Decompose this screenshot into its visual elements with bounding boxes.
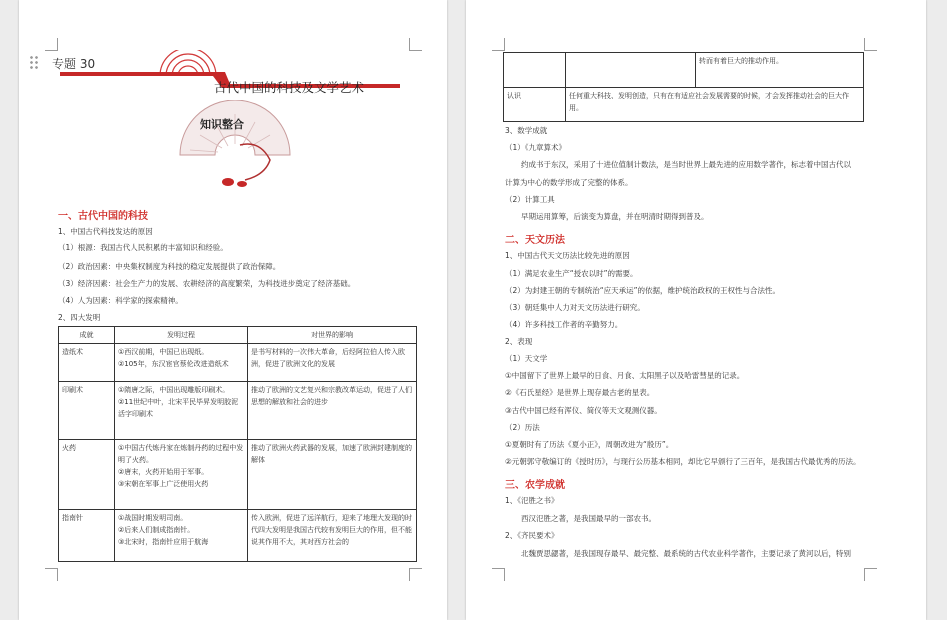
table-row [504, 53, 864, 88]
list-item: 早期运用算筹，后演变为算盘，并在明清时期得到普及。 [521, 212, 709, 221]
topic-label: 专题 30 [52, 57, 96, 71]
cell-line: ①隋唐之际，中国出现雕版印刷术。 [118, 386, 230, 394]
drag-handle-icon[interactable] [29, 55, 39, 69]
cell-line: ①中国古代炼丹家在炼制丹药的过程中发明了火药。 [118, 444, 244, 464]
crop-mark [409, 568, 422, 581]
table-header-cell: 发明过程 [115, 327, 248, 344]
cell-line: ②11世纪中叶，北宋平民毕昇发明胶泥活字印刷术 [118, 398, 239, 418]
list-item: （4）许多科技工作者的辛勤努力。 [505, 320, 623, 329]
crop-mark [45, 38, 58, 51]
table-cell: 任何重大科技、发明创造，只有在有适应社会发展需要的时候，才会发挥推动社会的巨大作用。 [566, 88, 864, 122]
table-cell [504, 53, 566, 88]
table-cell [115, 440, 248, 510]
table-cell: 推动了欧洲火药武器的发展，加速了欧洲封建制度的解体 [248, 440, 417, 510]
table-header-cell: 成就 [59, 327, 115, 344]
list-item: （1）根源：我国古代人民积累的丰富知识和经验。 [58, 243, 228, 252]
list-item: 约成书于东汉，采用了十进位值制计数法，是当时世界上最先进的应用数学著作，标志着中国古代以 [521, 160, 851, 169]
cell-line: ②105年，东汉宦官蔡伦改进造纸术 [118, 360, 229, 368]
cell-line: ③北宋时，指南针应用于航海 [118, 538, 209, 546]
list-item: ①夏朝时有了历法《夏小正》，周朝改进为“殷历”。 [505, 440, 674, 449]
list-item: ②元朝郭守敬编订的《授时历》，与现行公历基本相同，却比它早颁行了三百年，是我国古代最优秀的历法。 [505, 457, 861, 466]
list-item: 1、《氾胜之书》 [505, 496, 559, 505]
table-row [59, 344, 417, 382]
list-item: 西汉氾胜之著，是我国最早的一部农书。 [521, 514, 656, 523]
table-cell: 推动了欧洲的文艺复兴和宗教改革运动，促进了人们思想的解放和社会的进步 [248, 382, 417, 440]
list-item: （3）朝廷集中人力对天文历法进行研究。 [505, 303, 645, 312]
fan-illustration [170, 100, 300, 195]
table-cell: 转而有着巨大的推动作用。 [696, 53, 864, 88]
table-cell: 造纸术 [59, 344, 115, 382]
section-heading-astronomy: 二、天文历法 [505, 235, 565, 246]
table-cell [115, 344, 248, 382]
table-cell: 指南针 [59, 510, 115, 562]
list-item: ③古代中国已经有浑仪、简仪等天文观测仪器。 [505, 406, 662, 415]
table-cell [115, 382, 248, 440]
cell-line: ①西汉前期，中国已出现纸。 [118, 348, 209, 356]
cell-line: ①战国时期发明司南。 [118, 514, 188, 522]
table-header-cell: 对世界的影响 [248, 327, 417, 344]
section-heading-agriculture: 三、农学成就 [505, 480, 565, 491]
crop-mark [864, 568, 877, 581]
list-item: （2）历法 [505, 423, 540, 432]
page-title: 古代中国的科技及文学艺术 [214, 80, 365, 95]
section-heading-science: 一、古代中国的科技 [58, 211, 148, 222]
list-item: 1、中国古代科技发达的原因 [58, 227, 153, 236]
knowledge-badge: 知识整合 [200, 118, 244, 131]
list-item: （4）人为因素：科学家的探索精神。 [58, 296, 183, 305]
list-item: （2）为封建王朝的专制统治“应天承运”的依据，维护统治政权的王权性与合法性。 [505, 286, 781, 295]
table-row [59, 440, 417, 510]
table-cell [115, 510, 248, 562]
table-cell: 是书写材料的一次伟大革命，后经阿拉伯人传入欧洲，促进了欧洲文化的发展 [248, 344, 417, 382]
list-item: 1、中国古代天文历法比较先进的原因 [505, 251, 630, 260]
crop-mark [492, 568, 505, 581]
crop-mark [864, 38, 877, 51]
list-item: 2、表现 [505, 337, 533, 346]
table-cell [566, 53, 696, 88]
table-cell: 火药 [59, 440, 115, 510]
list-item: ①中国留下了世界上最早的日食、月食、太阳黑子以及哈雷彗星的记录。 [505, 371, 745, 380]
table-header-row [59, 327, 417, 344]
crop-mark [492, 38, 505, 51]
table-row [59, 510, 417, 562]
continued-table [503, 52, 864, 122]
list-item: （2）政治因素：中央集权制度为科技的稳定发展提供了政治保障。 [58, 262, 281, 271]
list-item: 2、《齐民要术》 [505, 531, 559, 540]
table-cell: 认识 [504, 88, 566, 122]
table-row [59, 382, 417, 440]
list-item: ②《石氏星经》是世界上现存最古老的星表。 [505, 388, 655, 397]
crop-mark [45, 568, 58, 581]
list-item: （3）经济因素：社会生产力的发展、农耕经济的高度繁荣，为科技进步奠定了经济基础。 [58, 279, 356, 288]
table-cell: 印刷术 [59, 382, 115, 440]
list-item: （1）《九章算术》 [505, 143, 567, 152]
list-item: （1）满足农业生产“授农以时”的需要。 [505, 269, 638, 278]
list-item: 3、数学成就 [505, 126, 548, 135]
list-item: 2、四大发明 [58, 313, 101, 322]
list-item: 计算为中心的数学形成了完整的体系。 [505, 178, 633, 187]
list-item: （1）天文学 [505, 354, 548, 363]
table-row [504, 88, 864, 122]
list-item: （2）计算工具 [505, 195, 555, 204]
table-cell: 传入欧洲，促进了远洋航行，迎来了地理大发现的时代四大发明是我国古代较有发明巨大的作用，但不能说其作用不大，其对西方社会的 [248, 510, 417, 562]
cell-line: ③宋朝在军事上广泛使用火药 [118, 480, 209, 488]
crop-mark [409, 38, 422, 51]
list-item: 北魏贾思勰著，是我国现存最早、最完整、最系统的古代农业科学著作，主要记录了黄河以后，特别 [521, 549, 851, 558]
inventions-table [58, 326, 417, 562]
cell-line: ②唐末，火药开始用于军事。 [118, 468, 209, 476]
cell-line: ②后来人们制成指南针。 [118, 526, 195, 534]
